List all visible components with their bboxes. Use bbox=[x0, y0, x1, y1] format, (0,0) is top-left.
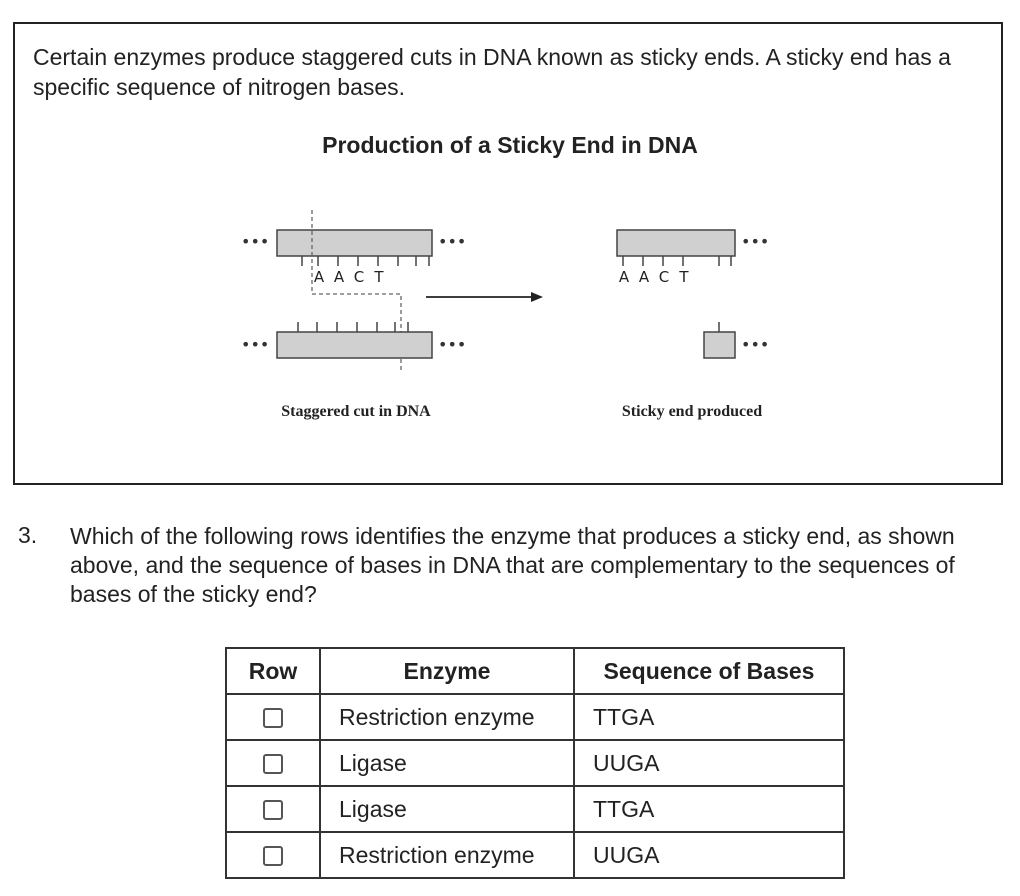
left-base-4: T bbox=[374, 268, 384, 286]
question-text: Which of the following rows identifies the enzyme that produces a sticky end, as shown above, and the sequence of bases in DNA that are complementary to the sequences of bases of the sticky end? bbox=[70, 523, 955, 607]
right-top-ticks bbox=[623, 256, 731, 266]
left-base-1: A bbox=[313, 268, 325, 286]
row-checkbox[interactable] bbox=[263, 800, 283, 820]
right-base-3: C bbox=[658, 268, 670, 286]
right-base-1: A bbox=[618, 268, 630, 286]
left-bottom-ticks bbox=[298, 322, 408, 332]
enzyme-cell: Ligase bbox=[320, 740, 574, 786]
arrow-head bbox=[531, 292, 543, 302]
figure-title: Production of a Sticky End in DNA bbox=[322, 132, 698, 158]
right-base-4: T bbox=[679, 268, 689, 286]
row-checkbox[interactable] bbox=[263, 754, 283, 774]
enzyme-cell: Restriction enzyme bbox=[320, 694, 574, 740]
right-caption: Sticky end produced bbox=[621, 403, 763, 420]
enzyme-cell: Ligase bbox=[320, 786, 574, 832]
enzyme-cell: Restriction enzyme bbox=[320, 832, 574, 878]
left-bases bbox=[314, 268, 385, 286]
sticky-end-diagram bbox=[15, 24, 1005, 484]
answer-table bbox=[225, 647, 845, 879]
ellipsis-left-top-l: ••• bbox=[241, 232, 270, 251]
table-header-row bbox=[226, 648, 844, 694]
question-number: 3. bbox=[18, 522, 38, 548]
left-caption: Staggered cut in DNA bbox=[281, 403, 431, 420]
table-row bbox=[226, 740, 844, 786]
left-bottom-strand bbox=[277, 332, 432, 358]
row-checkbox[interactable] bbox=[263, 708, 283, 728]
row-select-cell bbox=[226, 786, 320, 832]
left-top-strand bbox=[277, 230, 432, 256]
header-sequence: Sequence of Bases bbox=[574, 648, 844, 694]
header-enzyme: Enzyme bbox=[320, 648, 574, 694]
sequence-cell: UUGA bbox=[574, 832, 844, 878]
right-base-2: A bbox=[638, 268, 650, 286]
intro-text: Certain enzymes produce staggered cuts in DNA known as sticky ends. A sticky end has a specific sequence of nitrogen bases. bbox=[33, 44, 951, 100]
ellipsis-left-top-r: ••• bbox=[438, 232, 467, 251]
sequence-cell: UUGA bbox=[574, 740, 844, 786]
left-base-2: A bbox=[333, 268, 345, 286]
row-select-cell bbox=[226, 740, 320, 786]
table-row bbox=[226, 786, 844, 832]
ellipsis-right-top: ••• bbox=[741, 232, 770, 251]
left-top-ticks bbox=[302, 256, 429, 266]
ellipsis-right-bottom: ••• bbox=[741, 335, 770, 354]
row-checkbox[interactable] bbox=[263, 846, 283, 866]
left-base-3: C bbox=[353, 268, 365, 286]
ellipsis-left-bottom-r: ••• bbox=[438, 335, 467, 354]
table-row bbox=[226, 832, 844, 878]
sequence-cell: TTGA bbox=[574, 786, 844, 832]
right-bottom-strand bbox=[704, 332, 735, 358]
header-row: Row bbox=[226, 648, 320, 694]
row-select-cell bbox=[226, 694, 320, 740]
right-bases bbox=[619, 268, 690, 286]
row-select-cell bbox=[226, 832, 320, 878]
ellipsis-left-bottom-l: ••• bbox=[241, 335, 270, 354]
sequence-cell: TTGA bbox=[574, 694, 844, 740]
info-box bbox=[13, 22, 1003, 485]
table-row bbox=[226, 694, 844, 740]
right-top-strand bbox=[617, 230, 735, 256]
